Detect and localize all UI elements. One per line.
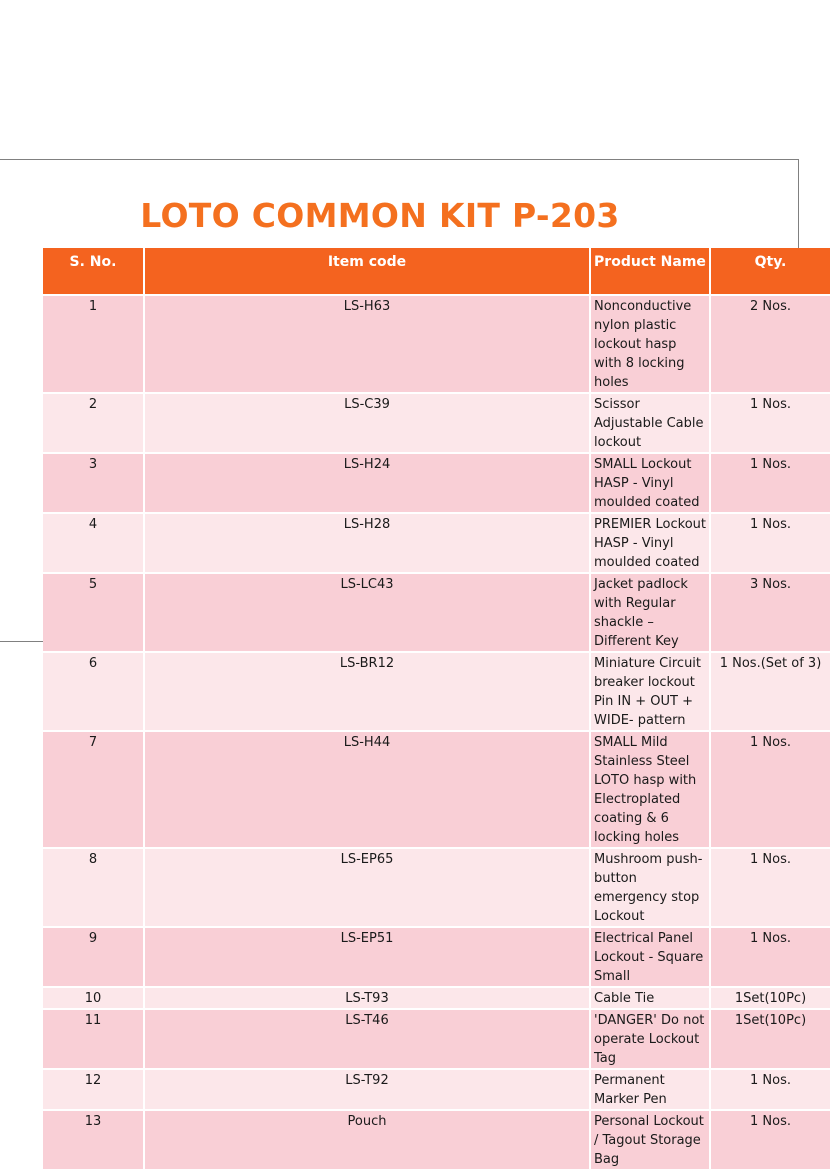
cell-qty: 1Set(10Pc) — [710, 987, 830, 1009]
cell-qty: 1 Nos. — [710, 453, 830, 513]
table-row — [43, 513, 830, 573]
cell-qty: 1 Nos. — [710, 393, 830, 453]
cell-item-code: LS-H24 — [144, 453, 590, 513]
cell-product-name: Mushroom push-button emergency stop Lockout — [590, 848, 710, 927]
cell-item-code: LS-H44 — [144, 731, 590, 848]
cell-item-code: LS-T93 — [144, 987, 590, 1009]
header-qty: Qty. — [710, 248, 830, 295]
cell-item-code: LS-BR12 — [144, 652, 590, 731]
cell-product-name: Jacket padlock with Regular shackle – Different Key — [590, 573, 710, 652]
cell-product-name: Personal Lockout / Tagout Storage Bag — [590, 1110, 710, 1169]
cell-product-name: Nonconductive nylon plastic lockout hasp with 8 locking holes — [590, 295, 710, 393]
cell-product-name: Permanent Marker Pen — [590, 1069, 710, 1110]
cell-qty: 1 Nos. — [710, 1110, 830, 1169]
cell-sno: 2 — [43, 393, 144, 453]
cell-sno: 3 — [43, 453, 144, 513]
cell-product-name: Miniature Circuit breaker lockout Pin IN + OUT + WIDE- pattern — [590, 652, 710, 731]
table-row — [43, 1110, 830, 1169]
table-row — [43, 295, 830, 393]
cell-sno: 9 — [43, 927, 144, 987]
table-row — [43, 1009, 830, 1069]
table-row — [43, 848, 830, 927]
cell-qty: 1 Nos. — [710, 848, 830, 927]
cell-item-code: LS-T92 — [144, 1069, 590, 1110]
table-row — [43, 987, 830, 1009]
cell-qty: 3 Nos. — [710, 573, 830, 652]
cell-product-name: Cable Tie — [590, 987, 710, 1009]
cell-qty: 1 Nos. — [710, 731, 830, 848]
table-row — [43, 573, 830, 652]
cell-item-code: LS-LC43 — [144, 573, 590, 652]
table-row — [43, 927, 830, 987]
cell-qty: 1 Nos. — [710, 513, 830, 573]
cell-sno: 12 — [43, 1069, 144, 1110]
cell-item-code: LS-H63 — [144, 295, 590, 393]
table-row — [43, 652, 830, 731]
cell-item-code: LS-T46 — [144, 1009, 590, 1069]
table-header-row — [43, 248, 830, 295]
header-sno: S. No. — [43, 248, 144, 295]
cell-qty: 1 Nos. — [710, 927, 830, 987]
product-table — [43, 248, 830, 1169]
cell-product-name: 'DANGER' Do not operate Lockout Tag — [590, 1009, 710, 1069]
cell-product-name: SMALL Mild Stainless Steel LOTO hasp with Electroplated coating & 6 locking holes — [590, 731, 710, 848]
cell-item-code: Pouch — [144, 1110, 590, 1169]
cell-product-name: Scissor Adjustable Cable lockout — [590, 393, 710, 453]
cell-product-name: SMALL Lockout HASP - Vinyl moulded coated — [590, 453, 710, 513]
header-product-name: Product Name — [590, 248, 710, 295]
cell-sno: 10 — [43, 987, 144, 1009]
cell-item-code: LS-C39 — [144, 393, 590, 453]
cell-sno: 7 — [43, 731, 144, 848]
cell-sno: 11 — [43, 1009, 144, 1069]
cell-product-name: Electrical Panel Lockout - Square Small — [590, 927, 710, 987]
table-body — [43, 295, 830, 1169]
cell-qty: 1Set(10Pc) — [710, 1009, 830, 1069]
slide-panel — [0, 159, 822, 1167]
cell-qty: 2 Nos. — [710, 295, 830, 393]
cell-sno: 8 — [43, 848, 144, 927]
table-row — [43, 731, 830, 848]
table-row — [43, 1069, 830, 1110]
cell-qty: 1 Nos. — [710, 1069, 830, 1110]
table-row — [43, 453, 830, 513]
cell-sno: 6 — [43, 652, 144, 731]
cell-sno: 4 — [43, 513, 144, 573]
cell-sno: 5 — [43, 573, 144, 652]
cell-product-name: PREMIER Lockout HASP - Vinyl moulded coated — [590, 513, 710, 573]
cell-item-code: LS-EP51 — [144, 927, 590, 987]
cell-sno: 1 — [43, 295, 144, 393]
table-row — [43, 393, 830, 453]
cell-item-code: LS-EP65 — [144, 848, 590, 927]
cell-sno: 13 — [43, 1110, 144, 1169]
cell-qty: 1 Nos.(Set of 3) — [710, 652, 830, 731]
cell-item-code: LS-H28 — [144, 513, 590, 573]
header-item-code: Item code — [144, 248, 590, 295]
page-title: LOTO COMMON KIT P-203 — [140, 196, 620, 235]
